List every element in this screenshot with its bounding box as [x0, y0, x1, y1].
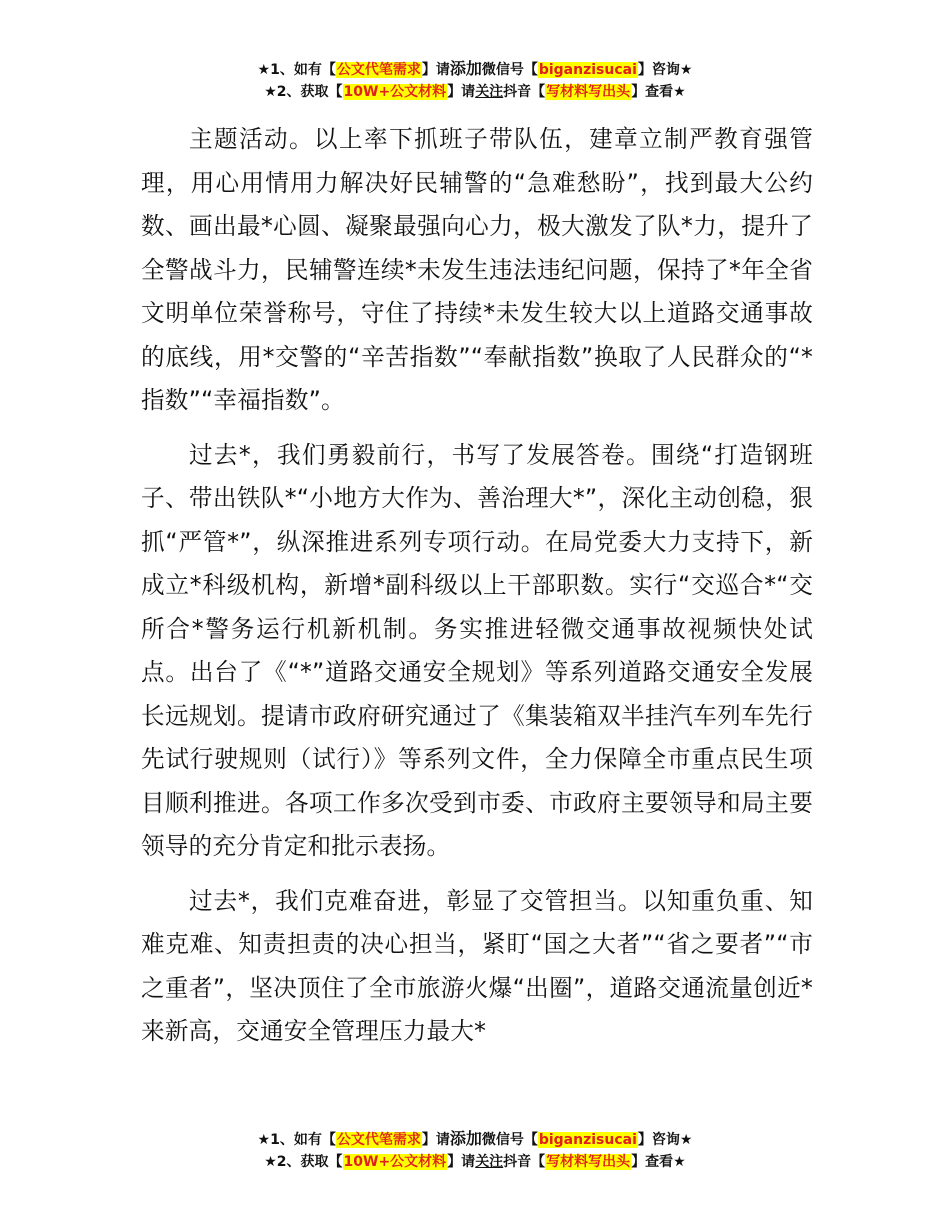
paragraph: 过去*，我们勇毅前行，书写了发展答卷。围绕“打造钢班子、带出铁队*“小地方大作为、善治理大*”，深化主动创稳，狠抓“严管*”，纵深推进系列专项行动。在局党委大力支持下，新成立*科级机构，新增*副科级以上干部职数。实行“交巡合*“交所合*警务运行机新机制。务实推进轻微交通事故视频快处试点。出台了《“*”道路交通安全规划》等系列道路交通安全发展长远规划。提请市政府研究通过了《集装箱双半挂汽车列车先行先试行驶规则（试行）》等系列文件，全力保障全市重点民生项目顺利推进。各项工作多次受到市委、市政府主要领导和局主要领导的充分肯定和批示表扬。 [141, 440, 813, 860]
banner-text: 】查看★ [631, 1154, 686, 1170]
paragraph: 主题活动。以上率下抓班子带队伍，建章立制严教育强管理，用心用情用力解决好民辅警的“急难愁盼”，找到最大公约数、画出最*心圆、凝聚最强向心力，极大激发了队*力，提升了全警战斗力，民辅警连续*未发生违法违纪问题，保持了*年全省文明单位荣誉称号，守住了持续*未发生较大以上道路交通事故的底线，用*交警的“辛苦指数”“奉献指数”换取了人民群众的“*指数”“幸福指数”。 [141, 125, 813, 414]
banner-line-1 [0, 1128, 950, 1151]
banner-emphasis-add: 添加 [449, 59, 482, 78]
banner-highlight-ghostwriting: 公文代笔需求 [336, 1132, 421, 1148]
banner-emphasis-follow: 关注 [475, 84, 504, 100]
banner-text: ★1、如有【 [257, 62, 336, 78]
document-body [141, 118, 813, 1054]
banner-text: 】咨询★ [637, 62, 693, 78]
banner-text: 】请 [421, 1132, 450, 1148]
banner-emphasis-add: 添加 [449, 1129, 482, 1148]
banner-text: 微信号【 [481, 1132, 538, 1148]
footer-banner [0, 1128, 950, 1173]
banner-highlight-wechat-id: biganzisucai [538, 1132, 637, 1148]
banner-highlight-douyin: 写材料写出头 [546, 84, 631, 100]
banner-line-2 [0, 81, 950, 103]
banner-text: 】咨询★ [637, 1132, 693, 1148]
banner-text: 】请 [447, 84, 476, 100]
banner-highlight-wechat-id: biganzisucai [538, 62, 637, 78]
banner-line-1 [0, 58, 950, 81]
banner-text: ★2、获取【 [264, 84, 343, 100]
banner-line-2 [0, 1151, 950, 1173]
banner-text: 】请 [421, 62, 450, 78]
banner-highlight-ghostwriting: 公文代笔需求 [336, 62, 421, 78]
banner-highlight-douyin: 写材料写出头 [546, 1154, 631, 1170]
banner-text: 】请 [447, 1154, 476, 1170]
banner-text: 微信号【 [481, 62, 538, 78]
banner-text: ★1、如有【 [257, 1132, 336, 1148]
header-banner [0, 58, 950, 103]
banner-highlight-materials: 10W+公文材料 [343, 1154, 447, 1170]
paragraph: 过去*，我们克难奋进，彰显了交管担当。以知重负重、知难克难、知责担责的决心担当，紧盯“国之大者”“省之要者”“市之重者”，坚决顶住了全市旅游火爆“出圈”，道路交通流量创近*来新高，交通安全管理压力最大* [141, 886, 813, 1045]
banner-highlight-materials: 10W+公文材料 [343, 84, 447, 100]
banner-emphasis-follow: 关注 [475, 1154, 504, 1170]
banner-text: 】查看★ [631, 84, 686, 100]
banner-text: ★2、获取【 [264, 1154, 343, 1170]
banner-text: 抖音【 [503, 84, 546, 100]
banner-text: 抖音【 [503, 1154, 546, 1170]
